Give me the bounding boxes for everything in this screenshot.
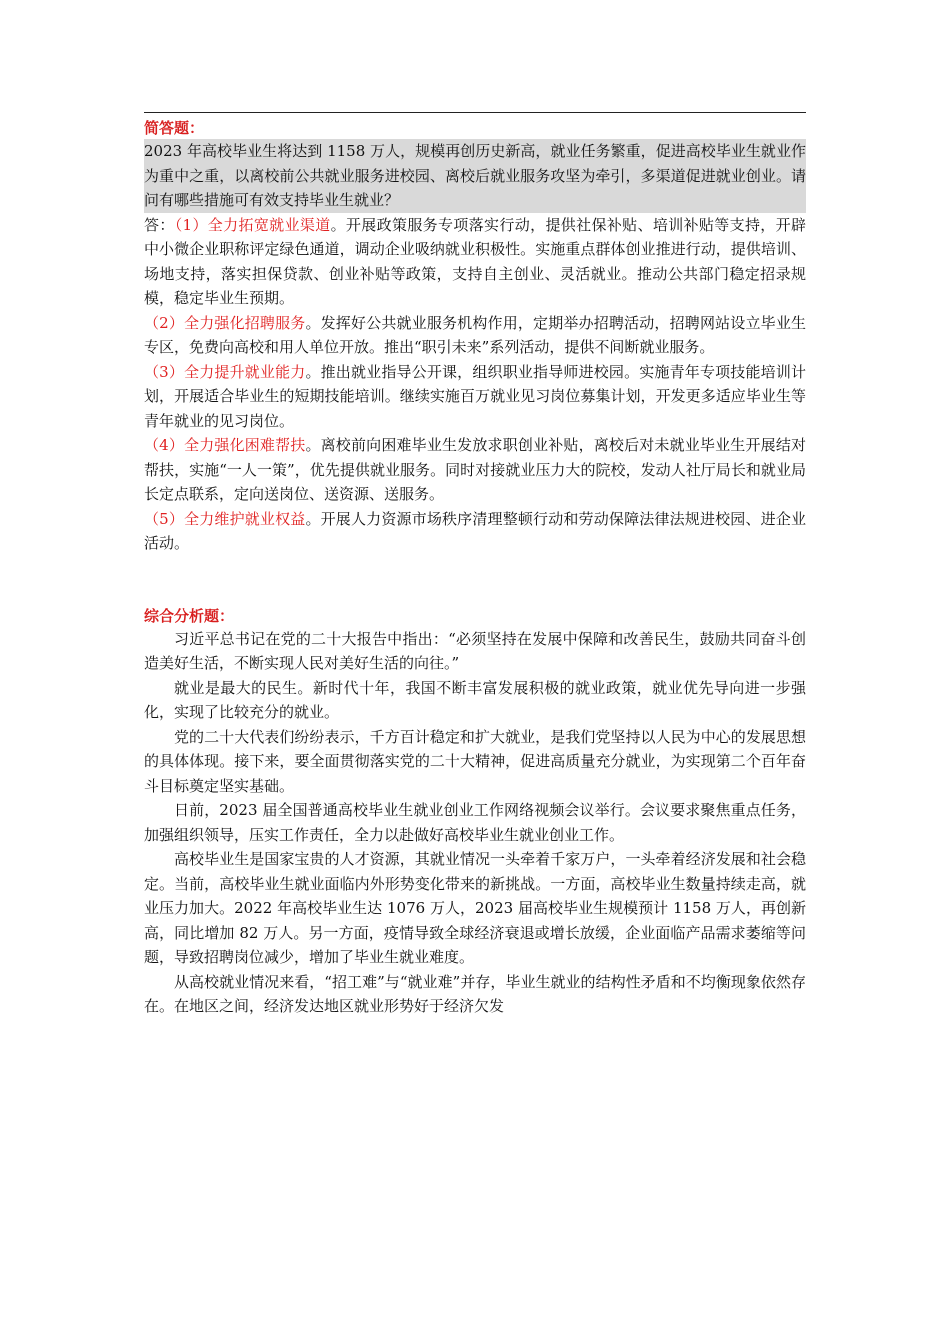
- point-title: （4）全力强化困难帮扶: [144, 436, 306, 454]
- answer-point-1: [144, 213, 806, 311]
- answer-point-3: [144, 360, 806, 434]
- point-text: 。离校前向困难毕业生发放求职创业补贴，离校后对未就业毕业生开展结对帮扶，实施“一人一策”，优先提供就业服务。同时对接就业压力大的院校，发动人社厅局长和就业局长定点联系，定向送岗位、送资源、送服务。: [144, 436, 806, 503]
- analysis-paragraph: 党的二十大代表们纷纷表示，千方百计稳定和扩大就业，是我们党坚持以人民为中心的发展思想的具体体现。接下来，要全面贯彻落实党的二十大精神，促进高质量充分就业，为实现第二个百年奋斗目标奠定坚实基础。: [144, 727, 806, 795]
- analysis-paragraph: 从高校就业情况来看，“招工难”与“就业难”并存，毕业生就业的结构性矛盾和不均衡现象依然存在。在地区之间，经济发达地区就业形势好于经济欠发: [144, 972, 806, 1015]
- document-page: [144, 112, 806, 1019]
- analysis-paragraph: 日前，2023 届全国普通高校毕业生就业创业工作网络视频会议举行。会议要求聚焦重点任务，加强组织领导，压实工作责任，全力以赴做好高校毕业生就业创业工作。: [144, 801, 806, 844]
- question-text: 2023 年高校毕业生将达到 1158 万人，规模再创历史新高，就业任务繁重，促进高校毕业生就业作为重中之重，以离校前公共就业服务进校园、离校后就业服务攻坚为牵引，多渠道促进就业创业。请问有哪些措施可有效支持毕业生就业？: [144, 139, 806, 213]
- short-answer-heading: 简答题：: [144, 119, 205, 137]
- answer-point-2: [144, 311, 806, 360]
- point-text: 。开展人力资源市场秩序清理整顿行动和劳动保障法律法规进校园、进企业活动。: [144, 509, 806, 552]
- analysis-paragraph: 就业是最大的民生。新时代十年，我国不断丰富发展积极的就业政策，就业优先导向进一步强化，实现了比较充分的就业。: [144, 678, 806, 721]
- point-title: （2）全力强化招聘服务: [144, 313, 306, 332]
- point-text: 。开展政策服务专项落实行动，提供社保补贴、培训补贴等支持，开辟中小微企业职称评定绿色通道，调动企业吸纳就业积极性。实施重点群体创业推进行动，提供培训、场地支持，落实担保贷款、创业补贴等政策，支持自主创业、灵活就业。推动公共部门稳定招录规模，稳定毕业生预期。: [144, 215, 806, 307]
- analysis-heading: 综合分析题：: [144, 606, 235, 625]
- analysis-paragraph: 习近平总书记在党的二十大报告中指出：“必须坚持在发展中保障和改善民生，鼓励共同奋斗创造美好生活，不断实现人民对美好生活的向往。”: [144, 629, 806, 672]
- point-text: 。推出就业指导公开课，组织职业指导师进校园。实施青年专项技能培训计划，开展适合毕业生的短期技能培训。继续实施百万就业见习岗位募集计划，开发更多适应毕业生等青年就业的见习岗位。: [144, 362, 806, 430]
- answer-point-4: [144, 433, 806, 507]
- point-text: 。发挥好公共就业服务机构作用，定期举办招聘活动，招聘网站设立毕业生专区，免费向高校和用人单位开放。推出“职引未来”系列活动，提供不间断就业服务。: [144, 313, 806, 356]
- answer-prefix: 答：: [144, 215, 175, 234]
- top-rule: [144, 112, 806, 113]
- section-spacer: [144, 556, 806, 605]
- analysis-paragraph: 高校毕业生是国家宝贵的人才资源，其就业情况一头牵着千家万户，一头牵着经济发展和社会稳定。当前，高校毕业生就业面临内外形势变化带来的新挑战。一方面，高校毕业生数量持续走高，就业压力加大。2022 年高校毕业生达 1076 万人，2023 届高校毕业生规模预计 1158 万人，再创新高，同比增加 82 万人。另一方面，疫情导致全球经济衰退或增长放缓，企业面临产品需求萎缩等问题，导致招聘岗位减少，增加了毕业生就业难度。: [144, 850, 806, 966]
- point-title: （3）全力提升就业能力: [144, 362, 306, 381]
- answer-point-5: [144, 507, 806, 556]
- point-title: （5）全力维护就业权益: [144, 509, 306, 528]
- point-title: （1）全力拓宽就业渠道: [174, 215, 331, 234]
